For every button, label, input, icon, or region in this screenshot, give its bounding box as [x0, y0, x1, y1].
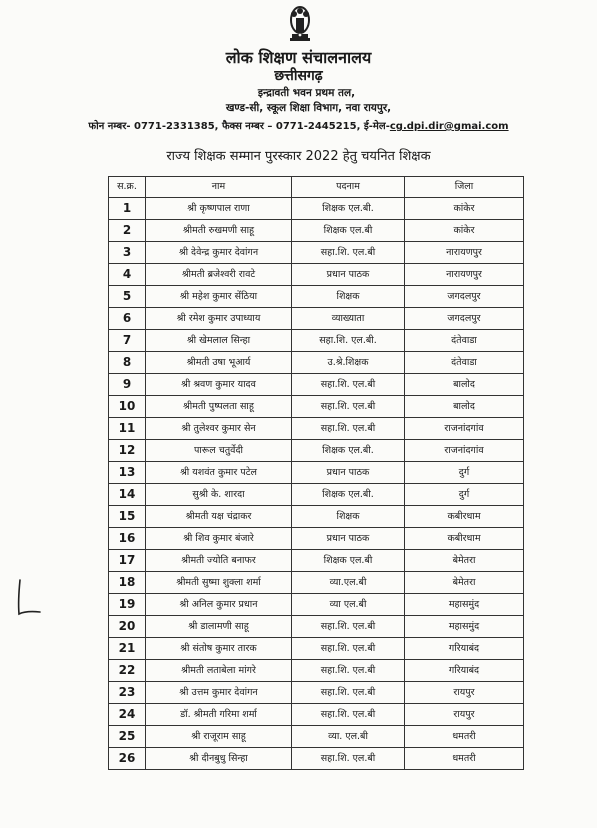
table-row	[109, 418, 524, 440]
state-emblem-icon	[282, 4, 318, 44]
cell-name: श्री शिव कुमार बंजारे	[146, 528, 292, 550]
cell-post: सहा.शि. एल.बी	[292, 396, 405, 418]
table-row	[109, 572, 524, 594]
cell-district: कबीरधाम	[405, 506, 524, 528]
cell-name: श्री कृष्णपाल राणा	[146, 198, 292, 220]
cell-district: बालोद	[405, 374, 524, 396]
cell-district: दंतेवाडा	[405, 352, 524, 374]
table-row	[109, 242, 524, 264]
cell-district: रायपुर	[405, 682, 524, 704]
cell-district: राजनांदगांव	[405, 418, 524, 440]
cell-serial: 24	[109, 704, 146, 726]
table-row	[109, 308, 524, 330]
cell-district: जगदलपुर	[405, 286, 524, 308]
cell-district: कबीरधाम	[405, 528, 524, 550]
cell-post: व्या.एल.बी	[292, 572, 405, 594]
cell-district: नारायणपुर	[405, 264, 524, 286]
cell-serial: 1	[109, 198, 146, 220]
cell-serial: 5	[109, 286, 146, 308]
cell-serial: 23	[109, 682, 146, 704]
cell-district: धमतरी	[405, 748, 524, 770]
cell-post: शिक्षक एल.बी.	[292, 198, 405, 220]
office-name: लोक शिक्षण संचालनालय	[225, 48, 372, 67]
cell-name: श्रीमती ब्रजेश्वरी रावटे	[146, 264, 292, 286]
cell-name: श्री रमेश कुमार उपाध्याय	[146, 308, 292, 330]
cell-serial: 9	[109, 374, 146, 396]
cell-serial: 19	[109, 594, 146, 616]
cell-post: सहा.शि. एल.बी	[292, 242, 405, 264]
cell-district: बालोद	[405, 396, 524, 418]
cell-district: जगदलपुर	[405, 308, 524, 330]
fax-label: फैक्स नम्बर –	[221, 121, 273, 132]
building-line: इन्द्रावती भवन प्रथम तल,	[257, 87, 356, 99]
cell-name: श्री यशवंत कुमार पटेल	[146, 462, 292, 484]
email-link[interactable]: cg.dpi.dir@gmai.com	[389, 121, 509, 132]
cell-name: श्री खेमलाल सिन्हा	[146, 330, 292, 352]
table-row	[109, 198, 524, 220]
table-row	[109, 396, 524, 418]
cell-post: शिक्षक एल.बी.	[292, 484, 405, 506]
cell-name: श्रीमती ज्योति बनाफर	[146, 550, 292, 572]
cell-name: श्री महेश कुमार सेंठिया	[146, 286, 292, 308]
cell-name: श्री उत्तम कुमार देवांगन	[146, 682, 292, 704]
cell-serial: 15	[109, 506, 146, 528]
cell-serial: 17	[109, 550, 146, 572]
cell-post: सहा.शि. एल.बी.	[292, 330, 405, 352]
cell-post: शिक्षक एल.बी.	[292, 440, 405, 462]
fax-number: 0771-2445215,	[275, 121, 361, 132]
cell-serial: 4	[109, 264, 146, 286]
table-row	[109, 264, 524, 286]
cell-name: पारूल चतुर्वेदी	[146, 440, 292, 462]
cell-post: व्या. एल.बी	[292, 726, 405, 748]
cell-district: राजनांदगांव	[405, 440, 524, 462]
table-row	[109, 726, 524, 748]
cell-name: श्री देवेन्द्र कुमार देवांगन	[146, 242, 292, 264]
table-row	[109, 638, 524, 660]
cell-serial: 21	[109, 638, 146, 660]
selected-teachers-table	[108, 176, 524, 770]
cell-name: श्री तुलेश्वर कुमार सेन	[146, 418, 292, 440]
cell-name: श्री राजूराम साहू	[146, 726, 292, 748]
cell-district: धमतरी	[405, 726, 524, 748]
cell-district: कांकेर	[405, 198, 524, 220]
table-row	[109, 286, 524, 308]
cell-district: दंतेवाडा	[405, 330, 524, 352]
handwritten-mark	[14, 578, 44, 618]
cell-serial: 14	[109, 484, 146, 506]
cell-district: बेमेतरा	[405, 550, 524, 572]
list-title: राज्य शिक्षक सम्मान पुरस्कार 2022 हेतु चयनित शिक्षक	[166, 149, 431, 164]
cell-serial: 26	[109, 748, 146, 770]
cell-post: प्रधान पाठक	[292, 264, 405, 286]
cell-serial: 8	[109, 352, 146, 374]
cell-district: महासमुंद	[405, 594, 524, 616]
cell-name: श्री अनिल कुमार प्रधान	[146, 594, 292, 616]
cell-serial: 3	[109, 242, 146, 264]
cell-serial: 16	[109, 528, 146, 550]
cell-name: सुश्री के. शारदा	[146, 484, 292, 506]
table-row	[109, 220, 524, 242]
cell-name: श्री दीनबुधु सिन्हा	[146, 748, 292, 770]
cell-post: व्या एल.बी	[292, 594, 405, 616]
cell-post: शिक्षक	[292, 506, 405, 528]
header-post: पदनाम	[292, 177, 405, 198]
cell-post: सहा.शि. एल.बी	[292, 374, 405, 396]
cell-district: महासमुंद	[405, 616, 524, 638]
cell-post: शिक्षक	[292, 286, 405, 308]
header-district: जिला	[405, 177, 524, 198]
table-row	[109, 462, 524, 484]
cell-post: शिक्षक एल.बी	[292, 220, 405, 242]
phone-number: 0771-2331385,	[133, 121, 219, 132]
cell-serial: 6	[109, 308, 146, 330]
table-row	[109, 528, 524, 550]
table-row	[109, 748, 524, 770]
cell-district: बेमेतरा	[405, 572, 524, 594]
cell-district: गरियाबंद	[405, 638, 524, 660]
cell-district: दुर्ग	[405, 484, 524, 506]
cell-serial: 25	[109, 726, 146, 748]
cell-post: सहा.शि. एल.बी	[292, 616, 405, 638]
cell-district: नारायणपुर	[405, 242, 524, 264]
cell-name: श्रीमती उषा भूआर्य	[146, 352, 292, 374]
contact-line	[0, 118, 597, 132]
cell-post: सहा.शि. एल.बी	[292, 748, 405, 770]
cell-district: दुर्ग	[405, 462, 524, 484]
table-row	[109, 616, 524, 638]
table-row	[109, 374, 524, 396]
email-label: ई-मेल-	[363, 121, 390, 132]
table-header-row	[109, 177, 524, 198]
cell-name: श्री श्रवण कुमार यादव	[146, 374, 292, 396]
table-row	[109, 484, 524, 506]
cell-serial: 11	[109, 418, 146, 440]
table-row	[109, 660, 524, 682]
cell-serial: 2	[109, 220, 146, 242]
table-row	[109, 506, 524, 528]
cell-post: सहा.शि. एल.बी	[292, 660, 405, 682]
cell-serial: 20	[109, 616, 146, 638]
cell-post: सहा.शि. एल.बी	[292, 704, 405, 726]
cell-name: डॉ. श्रीमती गरिमा शर्मा	[146, 704, 292, 726]
phone-label: फोन नम्बर-	[88, 121, 131, 132]
cell-serial: 7	[109, 330, 146, 352]
cell-district: गरियाबंद	[405, 660, 524, 682]
table-row	[109, 330, 524, 352]
table-row	[109, 704, 524, 726]
header-serial: स.क्र.	[109, 177, 146, 198]
cell-name: श्रीमती यक्ष चंद्राकर	[146, 506, 292, 528]
cell-post: व्याख्याता	[292, 308, 405, 330]
cell-serial: 12	[109, 440, 146, 462]
table-row	[109, 594, 524, 616]
cell-post: शिक्षक एल.बी	[292, 550, 405, 572]
address-line: खण्ड-सी, स्कूल शिक्षा विभाग, नवा रायपुर,	[225, 102, 392, 114]
cell-serial: 13	[109, 462, 146, 484]
cell-name: श्रीमती लताबेला मांगरे	[146, 660, 292, 682]
cell-district: रायपुर	[405, 704, 524, 726]
cell-post: सहा.शि. एल.बी	[292, 418, 405, 440]
state-name: छत्तीसगढ़	[274, 68, 323, 84]
table-row	[109, 352, 524, 374]
table-row	[109, 440, 524, 462]
cell-name: श्री संतोष कुमार तारक	[146, 638, 292, 660]
table-row	[109, 682, 524, 704]
cell-post: उ.श्रे.शिक्षक	[292, 352, 405, 374]
cell-post: प्रधान पाठक	[292, 528, 405, 550]
cell-serial: 18	[109, 572, 146, 594]
header-name: नाम	[146, 177, 292, 198]
cell-serial: 22	[109, 660, 146, 682]
cell-name: श्रीमती रुखमणी साहू	[146, 220, 292, 242]
cell-name: श्रीमती पुष्पलता साहू	[146, 396, 292, 418]
cell-post: सहा.शि. एल.बी	[292, 682, 405, 704]
cell-post: प्रधान पाठक	[292, 462, 405, 484]
cell-post: सहा.शि. एल.बी	[292, 638, 405, 660]
cell-serial: 10	[109, 396, 146, 418]
cell-district: कांकेर	[405, 220, 524, 242]
cell-name: श्री डालामणी साहू	[146, 616, 292, 638]
table-row	[109, 550, 524, 572]
cell-name: श्रीमती सुष्मा शुक्ला शर्मा	[146, 572, 292, 594]
